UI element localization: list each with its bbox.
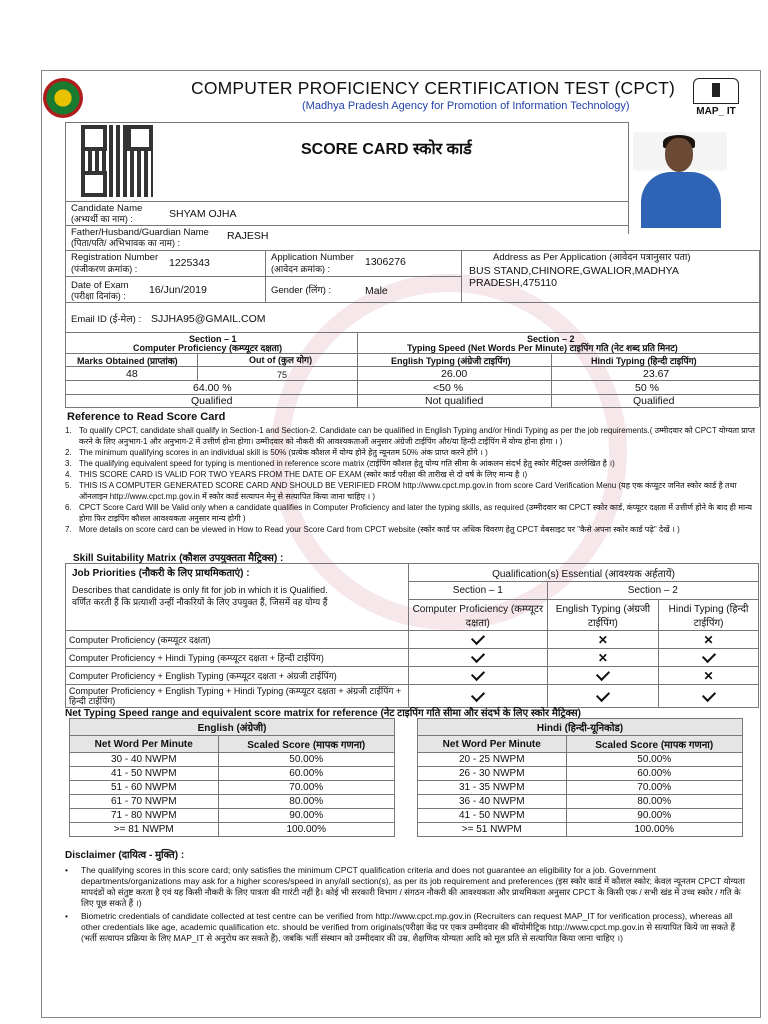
hindi-scaled-header: Scaled Score (मापक गणना) bbox=[566, 736, 743, 753]
skill-cell-no bbox=[547, 631, 659, 649]
hindi-nwpm: 36 - 40 NWPM bbox=[418, 795, 567, 809]
father-name: RAJESH bbox=[227, 230, 269, 242]
english-typing-label: English Typing (अंग्रेजी टाइपिंग) bbox=[391, 356, 511, 366]
application-number: 1306276 bbox=[365, 256, 406, 268]
hindi-nwpm: 41 - 50 NWPM bbox=[418, 809, 567, 823]
exam-date-label: Date of Exam bbox=[71, 280, 129, 291]
cross-icon: ✕ bbox=[703, 668, 714, 683]
email-label: Email ID (ई-मेल) : bbox=[71, 314, 142, 325]
disclaimer-item-text: The qualifying scores in this score card; only satisfies the minimum CPCT qualification criteria and does not guarantee an eligibility for a job. Government departments/organizations may ask for a higher scores/speed in any/all section(s), as per its job requirement and preferences (इस स्कोर कार्ड में कौशल स्कोर; केवल न्यूनतम CPCT योग्यता मापदंडों को संतुष्ट करता है एवं यह किसी नौकरी के लिए पात्रता की गारंटी नहीं है। कोई भी सरकारी विभाग / संगठन नौकरी की आवश्यकता और प्राथमिकता अनुसार CPCT के किसी एक / सभी खंड में उच्च स्कोर / गति के लिए पूछ सकते हैं ।) bbox=[81, 865, 745, 908]
disclaimer-item bbox=[65, 911, 753, 944]
hindi-scaled-score: 100.00% bbox=[566, 823, 743, 837]
candidate-name-label-hi: (अभ्यर्थी का नाम) : bbox=[71, 214, 133, 224]
check-icon bbox=[471, 649, 485, 663]
speed-row bbox=[70, 767, 395, 781]
disclaimer-title: Disclaimer (दायित्व - मुक्ति) : bbox=[65, 850, 185, 861]
disclaimer-item bbox=[65, 865, 753, 909]
skill-cell-no bbox=[547, 649, 659, 667]
hindi-typing-label: Hindi Typing (हिन्दी टाइपिंग) bbox=[591, 356, 697, 366]
reference-item-text: To qualify CPCT, candidate shall qualify in Section-1 and Section-2. Candidate can be qualified in English Typing and/or Hindi Typing as per the job requirements.( उम्मीदवार को CPCT योग्यता प्राप्त करने के लिए अनुभाग-1 और अनुभाग-2 में उत्तीर्ण होना होगा। उम्मीदवार को नौकरी की आवश्यकताओं अनुसार अंग्रेजी टाईपिंग और/या हिन्दी टाईपिंग में योग्य होना होगा । ) bbox=[79, 426, 755, 446]
skill-row-label: Computer Proficiency (कम्प्यूटर दक्षता) bbox=[66, 631, 409, 649]
section-1-status: Qualified bbox=[191, 395, 233, 407]
skill-row bbox=[66, 649, 759, 667]
skill-row bbox=[66, 667, 759, 685]
job-priorities-desc-hi: वर्णित करती हैं कि प्रत्याशी उन्हीं नौकरियों के लिए उपयुक्त हैं, जिसमें वह योग्य हैं bbox=[72, 597, 328, 607]
registration-label-hi: (पंजीकरण क्रमांक) : bbox=[71, 264, 138, 274]
english-nwpm: 41 - 50 NWPM bbox=[70, 767, 219, 781]
skill-cell-yes bbox=[409, 631, 548, 649]
skill-section-2-header: Section – 2 bbox=[547, 582, 758, 600]
english-nwpm-header: Net Word Per Minute bbox=[70, 736, 219, 753]
speed-row bbox=[70, 823, 395, 837]
registration-label: Registration Number bbox=[71, 252, 159, 263]
reference-item-text: The qualifying equivalent speed for typing is mentioned in reference score matrix (टाईपिंग कौशल हेतु योग्य गति सीमा के आंकलन संदर्भ हेतु स्कोर मैट्रिक्स उल्लेखित है ।) bbox=[79, 459, 615, 468]
check-icon bbox=[702, 687, 716, 701]
english-scaled-score: 70.00% bbox=[218, 781, 395, 795]
page-title: COMPUTER PROFICIENCY CERTIFICATION TEST (CPCT) bbox=[191, 78, 675, 98]
skill-section-1-header: Section – 1 bbox=[409, 582, 548, 600]
hindi-scaled-score: 60.00% bbox=[566, 767, 743, 781]
job-priorities-title: Job Priorities (नौकरी के लिए प्राथमिकताएं) : bbox=[72, 568, 250, 579]
hindi-nwpm: 20 - 25 NWPM bbox=[418, 753, 567, 767]
reference-item-text: CPCT Score Card Will be Valid only when a candidate qualifies in Computer Proficiency and later the typing skills, as required (उम्मीदवार का CPCT स्कोर कार्ड, कंप्यूटर दक्षता में उत्तीर्ण होने के बाद ही मान्य होगा फिर टाइपिंग कौशल आवश्यकता अनुसार मान्य होगी ) bbox=[79, 503, 753, 523]
skill-matrix-title: Skill Suitability Matrix (कौशल उपयुक्तता मैट्रिक्स) : bbox=[73, 553, 284, 564]
reference-item bbox=[65, 502, 759, 524]
english-scaled-score: 80.00% bbox=[218, 795, 395, 809]
out-of-value: 75 bbox=[277, 370, 288, 380]
english-nwpm: 51 - 60 NWPM bbox=[70, 781, 219, 795]
mapit-logo-text: MAP_ IT bbox=[696, 106, 736, 117]
score-card-title: SCORE CARD स्कोर कार्ड bbox=[301, 141, 472, 158]
section-1-title: Section – 1 bbox=[189, 334, 237, 344]
father-name-label: Father/Husband/Guardian Name bbox=[71, 227, 209, 238]
net-typing-title: Net Typing Speed range and equivalent score matrix for reference (नेट टाइपिंग गति सीमा और संदर्भ के लिए स्कोर मैट्रिक्स) bbox=[65, 708, 582, 719]
reference-title: Reference to Read Score Card bbox=[67, 411, 226, 423]
reference-item-text: THIS SCORE CARD IS VALID FOR TWO YEARS FROM THE DATE OF EXAM (स्कोर कार्ड परीक्षा की तारीख से दो वर्ष के लिए मान्य है ।) bbox=[79, 470, 528, 479]
bullet-icon: • bbox=[65, 865, 68, 875]
score-card-sheet bbox=[21, 4, 755, 1020]
reference-item-text: THIS IS A COMPUTER GENERATED SCORE CARD AND SHOULD BE VERIFIED FROM http://www.cpct.mp.gov.in from score Card Verification Menu (यह एक कंप्यूटर जनित स्कोर कार्ड है तथा ऑनलाइन http://www.cpct.mp.gov.in में स्कोर कार्ड सत्यापन मेनू से सत्यापित किया जाना चाहिए । ) bbox=[79, 481, 737, 501]
english-scaled-score: 90.00% bbox=[218, 809, 395, 823]
email: SJJHA95@GMAIL.COM bbox=[151, 313, 266, 325]
english-typing-col: English Typing (अंग्रजी टाईपिंग) bbox=[547, 600, 659, 631]
hindi-typing-value: 23.67 bbox=[643, 368, 670, 380]
skill-cell-yes bbox=[659, 685, 759, 708]
qr-code bbox=[81, 125, 153, 197]
divider bbox=[628, 122, 629, 234]
mapit-logo-mark bbox=[693, 78, 739, 104]
hindi-typing-status: Qualified bbox=[633, 395, 675, 407]
check-icon bbox=[471, 631, 485, 645]
skill-cell-yes bbox=[547, 667, 659, 685]
job-priorities-desc-en: Describes that candidate is only fit for job in which it is Qualified. bbox=[72, 585, 328, 595]
disclaimer-list bbox=[65, 865, 753, 946]
speed-row bbox=[70, 781, 395, 795]
hindi-scaled-score: 70.00% bbox=[566, 781, 743, 795]
english-typing-percent: <50 % bbox=[433, 382, 464, 394]
candidate-photo bbox=[633, 132, 727, 228]
skill-row-label: Computer Proficiency + English Typing (कम्प्यूटर दक्षता + अंग्रजी टाईपिंग) bbox=[66, 667, 409, 685]
address-line-1: BUS STAND,CHINORE,GWALIOR,MADHYA bbox=[469, 265, 679, 277]
reference-item-number: 1. bbox=[65, 426, 72, 435]
speed-row bbox=[418, 809, 743, 823]
gender: Male bbox=[365, 285, 388, 297]
hindi-speed-title: Hindi (हिन्दी-यूनिकोड) bbox=[418, 719, 743, 736]
reference-item bbox=[65, 447, 759, 458]
english-speed-title: English (अंग्रेजी) bbox=[70, 719, 395, 736]
hindi-nwpm: 31 - 35 NWPM bbox=[418, 781, 567, 795]
hindi-nwpm-header: Net Word Per Minute bbox=[418, 736, 567, 753]
english-speed-table bbox=[69, 718, 395, 837]
english-scaled-header: Scaled Score (मापक गणना) bbox=[218, 736, 395, 753]
marks-obtained: 48 bbox=[126, 368, 138, 380]
hindi-typing-percent: 50 % bbox=[635, 382, 659, 394]
exam-date-label-hi: (परीक्षा दिनांक) : bbox=[71, 291, 126, 301]
section-2-title: Section – 2 bbox=[527, 334, 575, 344]
section-1-percent: 64.00 % bbox=[193, 382, 232, 394]
reference-item bbox=[65, 480, 759, 502]
hindi-typing-col: Hindi Typing (हिन्दी टाईपिंग) bbox=[659, 600, 759, 631]
english-nwpm: 71 - 80 NWPM bbox=[70, 809, 219, 823]
reference-item-number: 5. bbox=[65, 481, 72, 490]
skill-cell-yes bbox=[409, 649, 548, 667]
application-label: Application Number bbox=[271, 252, 354, 263]
skill-cell-yes bbox=[409, 667, 548, 685]
mapit-logo bbox=[691, 78, 741, 118]
english-typing-status: Not qualified bbox=[425, 395, 484, 407]
skill-cell-no bbox=[659, 631, 759, 649]
speed-row bbox=[418, 753, 743, 767]
address-line-2: PRADESH,475110 bbox=[469, 277, 557, 289]
reference-list bbox=[65, 425, 759, 535]
computer-proficiency-col: Computer Proficiency (कम्प्यूटर दक्षता) bbox=[409, 600, 548, 631]
reference-item-number: 2. bbox=[65, 448, 72, 457]
reference-item-text: More details on score card can be viewed in How to Read your Score Card from CPCT website (स्कोर कार्ड पर अधिक विवरण हेतु CPCT वेबसाइट पर "कैसे अपना स्कोर कार्ड पढ़े" देखें । ) bbox=[79, 525, 680, 534]
hindi-scaled-score: 50.00% bbox=[566, 753, 743, 767]
speed-row bbox=[70, 753, 395, 767]
job-priorities-cell bbox=[66, 564, 409, 631]
bullet-icon: • bbox=[65, 911, 68, 921]
application-label-hi: (आवेदन क्रमांक) : bbox=[271, 264, 331, 274]
registration-number: 1225343 bbox=[169, 257, 210, 269]
father-name-label-hi: (पिता/पति/ अभिभावक का नाम) : bbox=[71, 238, 181, 248]
disclaimer-item-text: Biometric credentials of candidate collected at test centre can be verified from http://www.cpct.mp.gov.in (Recruiters can request MAP_IT for verification process), whereas all other credentials like age, academic qualification etc. should be verified from originals(परीक्षा केंद्र पर एकत्र उम्मीदवार की बॉयोमीट्रिक http://www.cpct.mp.gov.in से सत्यापित किये जा सकते हैं (भर्ती सत्यापन प्रक्रिया के लिए MAP_IT से अनुरोध कर सकते हैं), जबकि भर्ती संस्थान को उम्मीदवार की उम्र, शैक्षणिक योग्यता आदि को मूल प्रति से सत्यापित किया जाना चाहिए ।) bbox=[81, 911, 736, 943]
cross-icon: ✕ bbox=[703, 632, 714, 647]
english-typing-value: 26.00 bbox=[441, 368, 468, 380]
candidate-name: SHYAM OJHA bbox=[169, 208, 237, 220]
skill-matrix-table bbox=[65, 563, 759, 708]
address-label: Address as Per Application (आवेदन पत्रानुसार पता) bbox=[493, 252, 691, 263]
check-icon bbox=[596, 667, 610, 681]
out-of-label: Out of (कुल योग) bbox=[249, 355, 313, 365]
reference-item-number: 7. bbox=[65, 525, 72, 534]
english-nwpm: 61 - 70 NWPM bbox=[70, 795, 219, 809]
english-scaled-score: 100.00% bbox=[218, 823, 395, 837]
section-1-subtitle: Computer Proficiency (कम्प्यूटर दक्षता) bbox=[133, 343, 283, 353]
candidate-name-label: Candidate Name bbox=[71, 203, 143, 214]
check-icon bbox=[471, 687, 485, 701]
speed-row bbox=[418, 823, 743, 837]
skill-row bbox=[66, 631, 759, 649]
hindi-nwpm: 26 - 30 NWPM bbox=[418, 767, 567, 781]
speed-row bbox=[70, 795, 395, 809]
skill-row-label: Computer Proficiency + Hindi Typing (कम्प्यूटर दक्षता + हिन्दी टाईपिंग) bbox=[66, 649, 409, 667]
reference-item bbox=[65, 425, 759, 447]
speed-row bbox=[70, 809, 395, 823]
speed-row bbox=[418, 781, 743, 795]
qualification-essential-header: Qualification(s) Essential (आवश्यक अर्हतायें) bbox=[409, 564, 759, 582]
divider bbox=[65, 122, 628, 123]
speed-row bbox=[418, 795, 743, 809]
hindi-scaled-score: 90.00% bbox=[566, 809, 743, 823]
check-icon bbox=[596, 687, 610, 701]
exam-date: 16/Jun/2019 bbox=[149, 284, 207, 296]
hindi-scaled-score: 80.00% bbox=[566, 795, 743, 809]
english-scaled-score: 50.00% bbox=[218, 753, 395, 767]
reference-item-number: 4. bbox=[65, 470, 72, 479]
reference-item-number: 6. bbox=[65, 503, 72, 512]
hindi-nwpm: >= 51 NWPM bbox=[418, 823, 567, 837]
english-nwpm: 30 - 40 NWPM bbox=[70, 753, 219, 767]
mp-govt-logo bbox=[43, 78, 83, 118]
marks-obtained-label: Marks Obtained (प्राप्तांक) bbox=[77, 356, 178, 366]
speed-row bbox=[418, 767, 743, 781]
reference-item-number: 3. bbox=[65, 459, 72, 468]
english-scaled-score: 60.00% bbox=[218, 767, 395, 781]
cross-icon: ✕ bbox=[597, 632, 608, 647]
skill-cell-no bbox=[659, 667, 759, 685]
reference-item bbox=[65, 458, 759, 469]
check-icon bbox=[702, 649, 716, 663]
reference-item bbox=[65, 469, 759, 480]
gender-label: Gender (लिंग) : bbox=[271, 285, 332, 296]
check-icon bbox=[471, 667, 485, 681]
cross-icon: ✕ bbox=[597, 650, 608, 665]
hindi-speed-table bbox=[417, 718, 743, 837]
english-nwpm: >= 81 NWPM bbox=[70, 823, 219, 837]
section-2-subtitle: Typing Speed (Net Words Per Minute) टाइपिंग गति (नेट शब्द प्रति मिनट) bbox=[407, 343, 678, 353]
page-subtitle: (Madhya Pradesh Agency for Promotion of Information Technology) bbox=[302, 100, 630, 112]
reference-item-text: The minimum qualifying scores in an individual skill is 50% (प्रत्येक कौशल में योग्य होने हेतु न्यूनतम 50% अंक प्राप्त करने होंगे । ) bbox=[79, 448, 488, 457]
skill-cell-yes bbox=[659, 649, 759, 667]
reference-item bbox=[65, 524, 759, 535]
skill-row-label: Computer Proficiency + English Typing + Hindi Typing (कम्प्यूटर दक्षता + अंग्रजी टाईपिंग + हिन्दी टाईपिंग) bbox=[66, 685, 409, 708]
